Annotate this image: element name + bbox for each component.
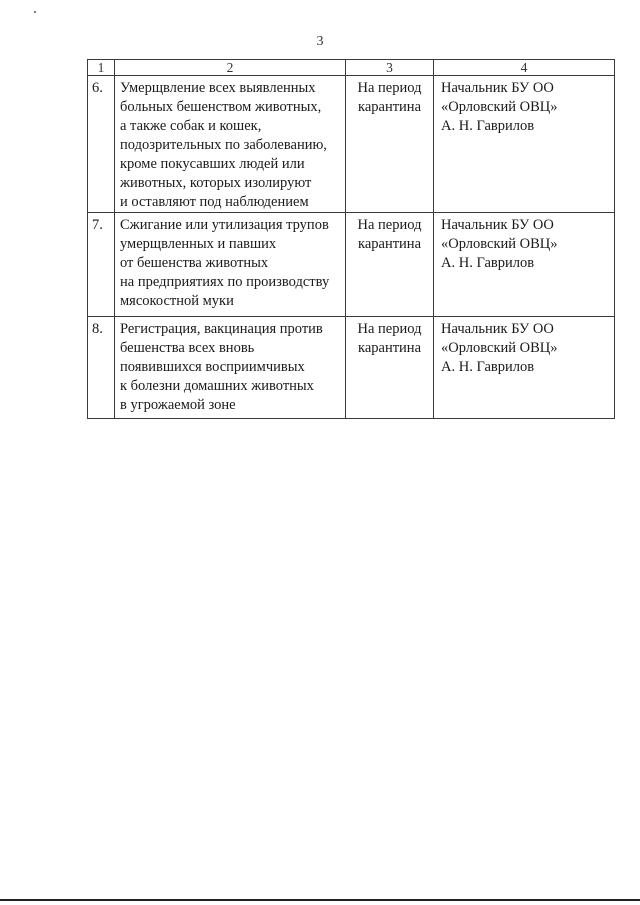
- table-header-row: [88, 60, 615, 76]
- column-header-number: 1: [88, 60, 115, 76]
- row-responsible: Начальник БУ ОО «Орловский ОВЦ» А. Н. Гаврилов: [434, 317, 615, 419]
- page-number: 3: [316, 34, 324, 49]
- column-header-responsible: 4: [434, 60, 615, 76]
- row-number: 6.: [88, 76, 115, 213]
- row-responsible: Начальник БУ ОО «Орловский ОВЦ» А. Н. Гаврилов: [434, 76, 615, 213]
- scan-speck: [34, 11, 36, 13]
- row-number: 8.: [88, 317, 115, 419]
- row-number: 7.: [88, 213, 115, 317]
- measures-table: [87, 59, 615, 419]
- table-row: [88, 317, 615, 419]
- row-period: На период карантина: [346, 76, 434, 213]
- column-header-action: 2: [115, 60, 346, 76]
- row-period: На период карантина: [346, 213, 434, 317]
- column-header-period: 3: [346, 60, 434, 76]
- table-row: [88, 76, 615, 213]
- row-responsible: Начальник БУ ОО «Орловский ОВЦ» А. Н. Гаврилов: [434, 213, 615, 317]
- row-period: На период карантина: [346, 317, 434, 419]
- table-row: [88, 213, 615, 317]
- row-action: Умерщвление всех выявленных больных бешенством животных, а также собак и кошек, подозрительных по заболеванию, кроме покусавших людей или животных, которых изолируют и оставляют под наблюдением: [115, 76, 346, 213]
- row-action: Сжигание или утилизация трупов умерщвленных и павших от бешенства животных на предприятиях по производству мясокостной муки: [115, 213, 346, 317]
- row-action: Регистрация, вакцинация против бешенства всех вновь появившихся восприимчивых к болезни домашних животных в угрожаемой зоне: [115, 317, 346, 419]
- scan-bottom-edge: [0, 899, 640, 901]
